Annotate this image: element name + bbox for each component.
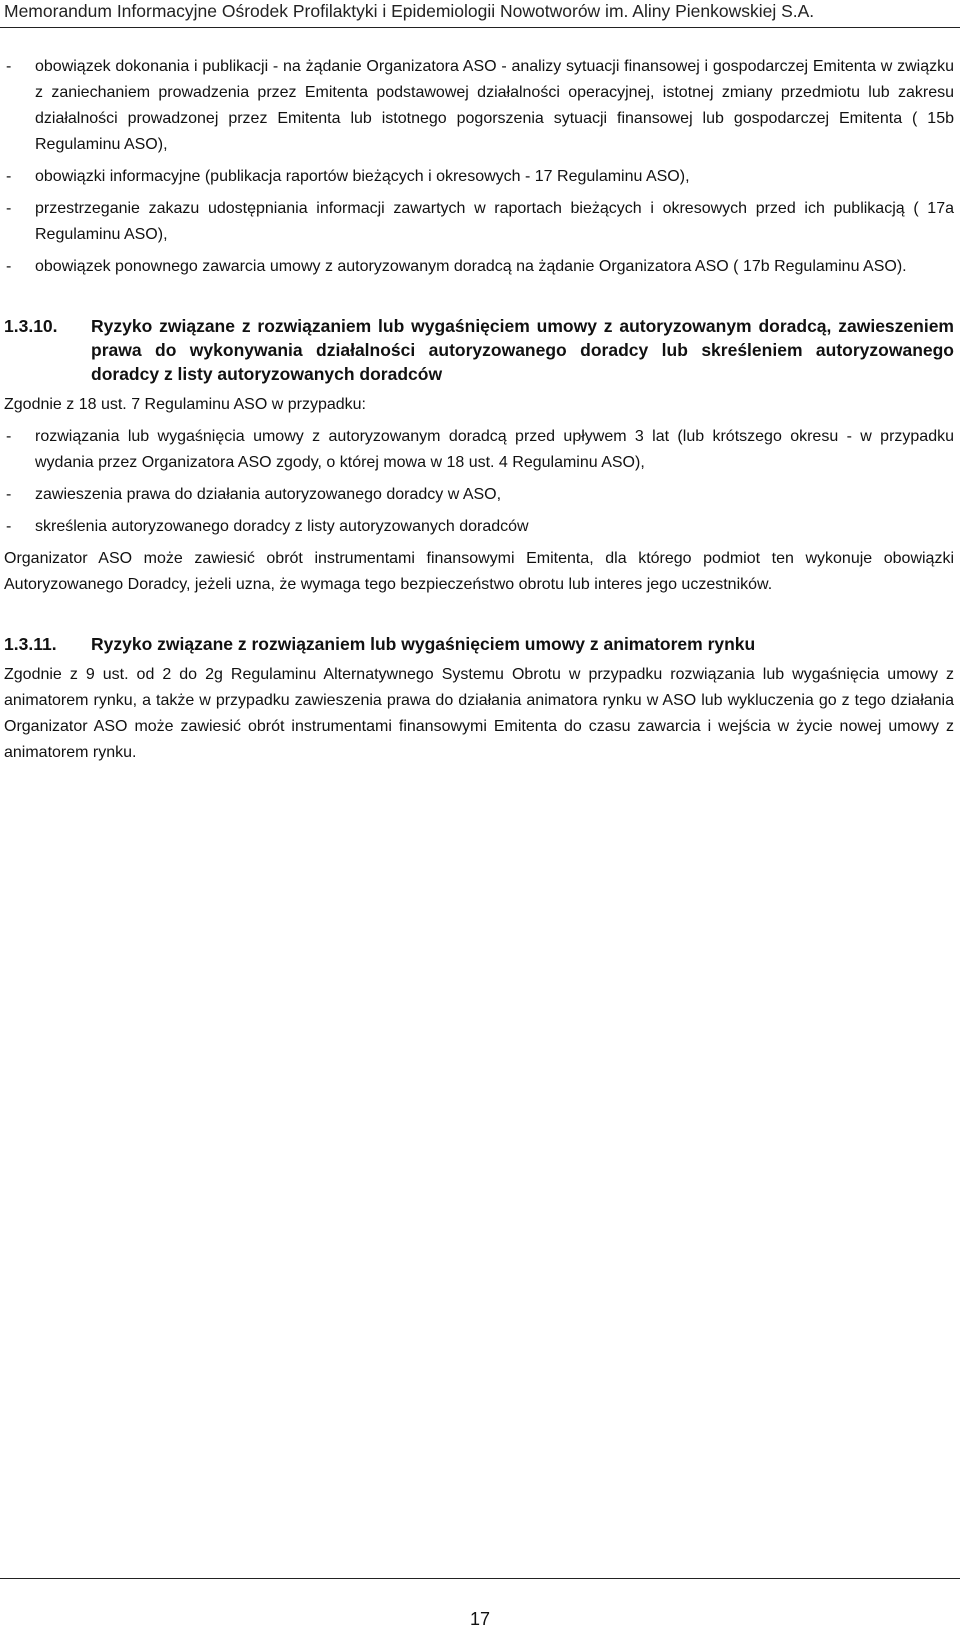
suspension-cases-list (4, 424, 954, 540)
spacer (4, 604, 954, 632)
list-item (4, 514, 954, 540)
section-heading-1-3-10 (4, 314, 954, 386)
section-number: 1.3.10. (4, 316, 58, 336)
section-title: Ryzyko związane z rozwiązaniem lub wygaśnięciem umowy z autoryzowanym doradcą, zawieszeniem prawa do wykonywania działalności autoryzowanego doradcy lub skreśleniem autoryzowanego doradcy z listy autoryzowanych doradców (91, 316, 954, 384)
section-closing-paragraph: Organizator ASO może zawiesić obrót instrumentami finansowymi Emitenta, dla którego podmiot ten wykonuje obowiązki Autoryzowanego Doradcy, jeżeli uzna, że wymaga tego bezpieczeństwo obrotu lub interes jego uczestników. (4, 550, 954, 593)
running-header: Memorandum Informacyjne Ośrodek Profilaktyki i Epidemiologii Nowotworów im. Aliny Pienkowskiej S.A. (4, 1, 815, 21)
list-item-text: obowiązek ponownego zawarcia umowy z autoryzowanym doradcą na żądanie Organizatora ASO ( 17b Regulaminu ASO). (35, 258, 907, 275)
list-item (4, 196, 954, 248)
list-item-text: przestrzeganie zakazu udostępniania informacji zawartych w raportach bieżących i okresowych przed ich publikacją ( 17a Regulaminu ASO), (35, 200, 954, 243)
bullet-dash: - (6, 168, 12, 185)
spacer (4, 286, 954, 314)
list-item-text: obowiązek dokonania i publikacji - na żądanie Organizatora ASO - analizy sytuacji finansowej i gospodarczej Emitenta w związku z zaniechaniem prowadzenia przez Emitenta podstawowej działalności operacyjnej, istotnej zmiany przedmiotu lub zakresu działalności prowadzonej przez Emitenta lub istotnego pogorszenia sytuacji finansowej lub gospodarczej Emitenta ( 15b Regulaminu ASO), (35, 58, 954, 153)
section-heading-1-3-11 (4, 632, 954, 656)
header-divider (0, 27, 960, 28)
page-content (4, 54, 954, 772)
page-number: 17 (469, 1609, 491, 1629)
bullet-dash: - (6, 428, 12, 445)
list-item (4, 254, 954, 280)
list-item-text: obowiązki informacyjne (publikacja raportów bieżących i okresowych - 17 Regulaminu ASO), (35, 168, 690, 185)
bullet-dash: - (6, 200, 12, 217)
list-item-text: skreślenia autoryzowanego doradcy z listy autoryzowanych doradców (35, 518, 529, 535)
list-item (4, 54, 954, 158)
section-title: Ryzyko związane z rozwiązaniem lub wygaśnięciem umowy z animatorem rynku (91, 634, 756, 654)
list-item-text: rozwiązania lub wygaśnięcia umowy z autoryzowanym doradcą przed upływem 3 lat (lub krótszego okresu - w przypadku wydania przez Organizatora ASO zgody, o której mowa w 18 ust. 4 Regulaminu ASO), (35, 428, 954, 471)
section-number: 1.3.11. (4, 634, 57, 654)
bullet-dash: - (6, 258, 12, 275)
list-item (4, 164, 954, 190)
obligations-list (4, 54, 954, 280)
bullet-dash: - (6, 58, 12, 75)
section-body-paragraph: Zgodnie z 9 ust. od 2 do 2g Regulaminu Alternatywnego Systemu Obrotu w przypadku rozwiązania lub wygaśnięcia umowy z animatorem rynku, a także w przypadku zawieszenia prawa do działania animatora rynku w ASO lub wykluczenia go z tego działania Organizator ASO może zawiesić obrót instrumentami finansowymi Emitenta do czasu zawarcia i wejścia w życie nowej umowy z animatorem rynku. (4, 666, 954, 761)
footer-divider (0, 1578, 960, 1579)
section-intro: Zgodnie z 18 ust. 7 Regulaminu ASO w przypadku: (4, 396, 366, 413)
list-item (4, 424, 954, 476)
list-item-text: zawieszenia prawa do działania autoryzowanego doradcy w ASO, (35, 486, 502, 503)
list-item (4, 482, 954, 508)
bullet-dash: - (6, 486, 12, 503)
bullet-dash: - (6, 518, 12, 535)
